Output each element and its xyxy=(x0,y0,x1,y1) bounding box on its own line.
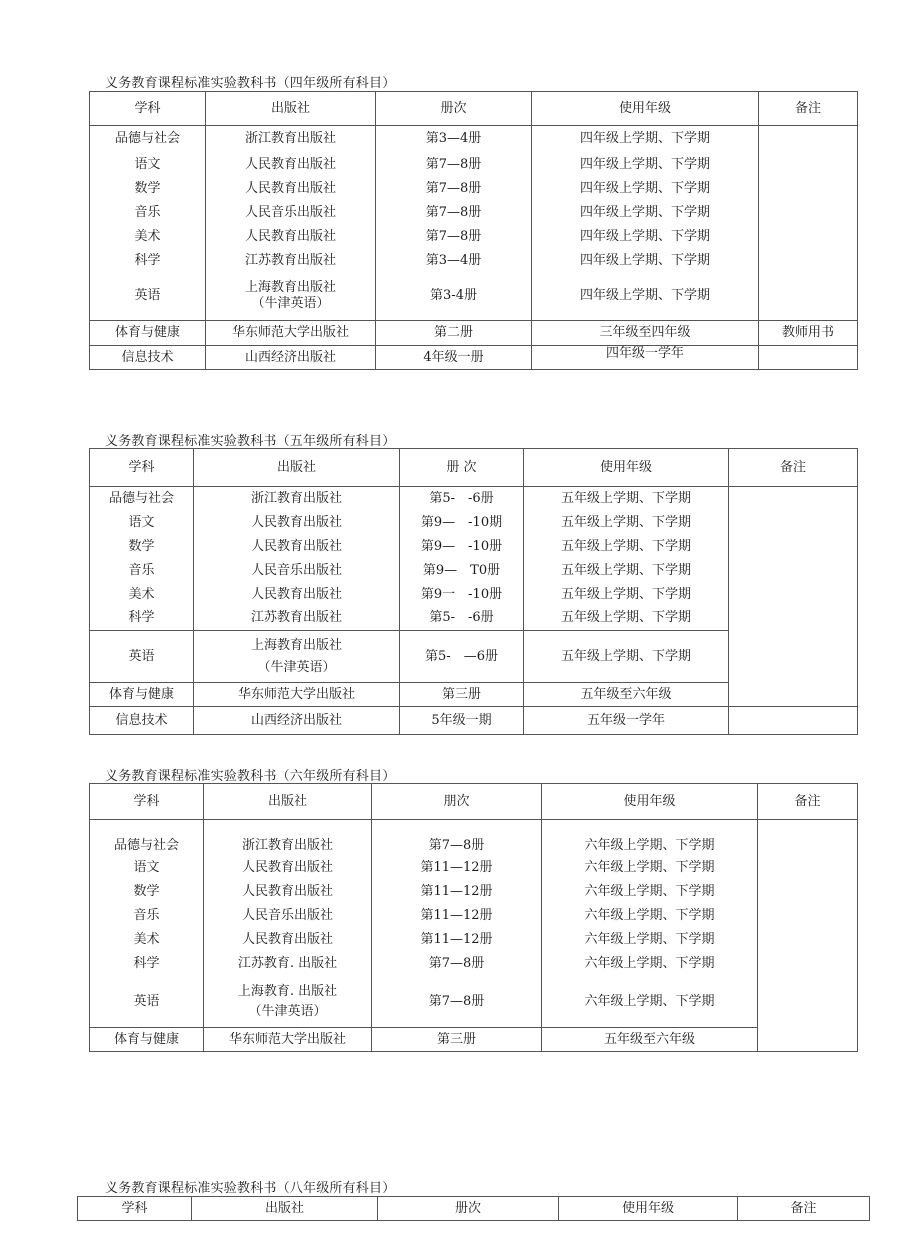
publisher-subline: （牛津英语） xyxy=(248,1003,327,1019)
cell-volume: 第7—8册 xyxy=(372,977,542,1028)
cell-subject: 数学 xyxy=(90,177,206,201)
textbook-table-grade4 xyxy=(89,91,858,370)
cell-subject: 品德与社会 xyxy=(90,487,194,511)
cell-grade: 六年级上学期、下学期 xyxy=(542,904,758,928)
cell-publisher: 人民教育出版社 xyxy=(206,177,376,201)
cell-publisher: 浙江教育出版社 xyxy=(204,820,372,856)
cell-grade: 四年级一学年 xyxy=(532,346,759,370)
textbook-table-grade8 xyxy=(77,1196,870,1221)
cell-volume: 第11—12册 xyxy=(372,880,542,904)
cell-grade: 四年级上学期、下学期 xyxy=(532,225,759,249)
publisher-line: 上海教育出版社 xyxy=(244,280,336,296)
cell-publisher: 江苏教育出版社 xyxy=(206,249,376,273)
cell-volume: 5年级一期 xyxy=(400,707,524,735)
table-header-row xyxy=(78,1197,870,1221)
textbook-table-grade6 xyxy=(89,783,858,1052)
table-row xyxy=(90,952,858,977)
cell-volume: 第11—12册 xyxy=(372,856,542,880)
cell-subject: 语文 xyxy=(90,511,194,535)
header-volume: 册次 xyxy=(378,1197,559,1221)
cell-subject: 语文 xyxy=(90,153,206,177)
cell-publisher: 人民教育出版社 xyxy=(194,583,400,607)
cell-subject: 科学 xyxy=(90,607,194,631)
table-caption-grade4: 义务教育课程标准实验教科书（四年级所有科目） xyxy=(105,76,396,91)
header-volume: 册次 xyxy=(376,92,532,126)
cell-grade: 五年级上学期、下学期 xyxy=(524,583,729,607)
table-row xyxy=(90,225,858,249)
cell-note-empty xyxy=(759,126,858,321)
cell-publisher: 华东师范大学出版社 xyxy=(204,1028,372,1052)
cell-volume: 第11—12册 xyxy=(372,904,542,928)
cell-grade: 六年级上学期、下学期 xyxy=(542,880,758,904)
cell-publisher: 人民音乐出版社 xyxy=(194,559,400,583)
cell-volume: 第9— -10册 xyxy=(400,535,524,559)
header-publisher: 出版社 xyxy=(204,784,372,820)
cell-publisher: 人民教育出版社 xyxy=(194,535,400,559)
cell-subject: 信息技术 xyxy=(90,346,206,370)
cell-publisher: 人民教育出版社 xyxy=(204,856,372,880)
cell-subject: 体育与健康 xyxy=(90,683,194,707)
cell-publisher xyxy=(194,631,400,683)
table-row xyxy=(90,880,858,904)
cell-publisher: 江苏教育. 出版社 xyxy=(204,952,372,977)
cell-grade: 六年级上学期、下学期 xyxy=(542,977,758,1028)
cell-volume: 第11—12册 xyxy=(372,928,542,952)
header-publisher: 出版社 xyxy=(206,92,376,126)
table-row xyxy=(90,201,858,225)
cell-volume: 第7—8册 xyxy=(376,153,532,177)
table-row xyxy=(90,820,858,856)
table-header-row xyxy=(90,449,858,487)
cell-grade: 六年级上学期、下学期 xyxy=(542,820,758,856)
table-row xyxy=(90,126,858,153)
header-note: 备注 xyxy=(729,449,858,487)
cell-volume: 第9一 -10册 xyxy=(400,583,524,607)
cell-publisher: 人民教育出版社 xyxy=(204,928,372,952)
cell-publisher: 浙江教育出版社 xyxy=(206,126,376,153)
header-subject: 学科 xyxy=(90,784,204,820)
cell-volume: 第二册 xyxy=(376,321,532,346)
cell-publisher: 人民教育出版社 xyxy=(204,880,372,904)
cell-subject: 品德与社会 xyxy=(90,126,206,153)
cell-volume: 第3—4册 xyxy=(376,249,532,273)
cell-volume: 第5- -6册 xyxy=(400,487,524,511)
cell-grade: 五年级上学期、下学期 xyxy=(524,487,729,511)
cell-grade: 五年级上学期、下学期 xyxy=(524,535,729,559)
publisher-subline: （牛津英语） xyxy=(251,296,330,312)
cell-grade: 四年级上学期、下学期 xyxy=(532,273,759,321)
header-volume: 册 次 xyxy=(400,449,524,487)
cell-subject: 音乐 xyxy=(90,904,204,928)
table-header-row xyxy=(90,92,858,126)
cell-publisher xyxy=(204,977,372,1028)
cell-subject: 美术 xyxy=(90,583,194,607)
cell-subject: 数学 xyxy=(90,880,204,904)
header-publisher: 出版社 xyxy=(194,449,400,487)
header-note: 备注 xyxy=(759,92,858,126)
cell-volume: 第三册 xyxy=(372,1028,542,1052)
cell-volume: 第9— -10期 xyxy=(400,511,524,535)
cell-volume: 第3—4册 xyxy=(376,126,532,153)
cell-publisher: 华东师范大学出版社 xyxy=(206,321,376,346)
cell-publisher: 华东师范大学出版社 xyxy=(194,683,400,707)
header-subject: 学科 xyxy=(90,92,206,126)
header-grade: 使用年级 xyxy=(524,449,729,487)
cell-subject: 品德与社会 xyxy=(90,820,204,856)
cell-grade: 四年级上学期、下学期 xyxy=(532,249,759,273)
publisher-subline: （牛津英语） xyxy=(257,659,336,675)
header-publisher: 出版社 xyxy=(192,1197,378,1221)
cell-grade: 五年级至六年级 xyxy=(542,1028,758,1052)
cell-grade: 四年级上学期、下学期 xyxy=(532,201,759,225)
cell-subject: 英语 xyxy=(90,273,206,321)
cell-subject: 语文 xyxy=(90,856,204,880)
cell-publisher: 人民音乐出版社 xyxy=(206,201,376,225)
cell-volume: 第7—8册 xyxy=(376,201,532,225)
table-row xyxy=(90,904,858,928)
cell-grade: 六年级上学期、下学期 xyxy=(542,856,758,880)
header-note: 备注 xyxy=(738,1197,870,1221)
cell-subject: 体育与健康 xyxy=(90,321,206,346)
table-row xyxy=(90,273,858,321)
table-row xyxy=(90,487,858,511)
cell-grade: 五年级上学期、下学期 xyxy=(524,511,729,535)
cell-publisher: 江苏教育出版社 xyxy=(194,607,400,631)
cell-subject: 科学 xyxy=(90,952,204,977)
header-grade: 使用年级 xyxy=(559,1197,738,1221)
cell-volume: 第3-4册 xyxy=(376,273,532,321)
cell-publisher: 人民音乐出版社 xyxy=(204,904,372,928)
cell-note-empty xyxy=(759,346,858,370)
table-row xyxy=(90,977,858,1028)
table-row xyxy=(90,346,858,370)
table-caption-grade5: 义务教育课程标准实验教科书（五年级所有科目） xyxy=(105,434,396,449)
cell-volume: 第9— T0册 xyxy=(400,559,524,583)
cell-volume: 第7—8册 xyxy=(376,225,532,249)
cell-grade: 五年级上学期、下学期 xyxy=(524,607,729,631)
cell-publisher: 山西经济出版社 xyxy=(194,707,400,735)
cell-volume: 第5- -6册 xyxy=(400,607,524,631)
cell-subject: 科学 xyxy=(90,249,206,273)
cell-subject: 英语 xyxy=(90,977,204,1028)
cell-note: 教师用书 xyxy=(759,321,858,346)
cell-grade: 六年级上学期、下学期 xyxy=(542,952,758,977)
textbook-table-grade5 xyxy=(89,448,858,735)
cell-publisher: 人民教育出版社 xyxy=(206,225,376,249)
cell-subject: 美术 xyxy=(90,225,206,249)
cell-subject: 英语 xyxy=(90,631,194,683)
cell-grade: 三年级至四年级 xyxy=(532,321,759,346)
cell-note-empty xyxy=(758,820,858,1052)
cell-grade: 五年级一学年 xyxy=(524,707,729,735)
cell-subject: 信息技术 xyxy=(90,707,194,735)
cell-publisher: 山西经济出版社 xyxy=(206,346,376,370)
header-subject: 学科 xyxy=(90,449,194,487)
header-grade: 使用年级 xyxy=(532,92,759,126)
cell-volume: 4年级一册 xyxy=(376,346,532,370)
publisher-line: 上海教育出版社 xyxy=(250,637,342,653)
cell-subject: 美术 xyxy=(90,928,204,952)
table-row xyxy=(90,177,858,201)
cell-subject: 音乐 xyxy=(90,201,206,225)
cell-grade: 五年级上学期、下学期 xyxy=(524,631,729,683)
header-grade: 使用年级 xyxy=(542,784,758,820)
table-row xyxy=(90,1028,858,1052)
cell-publisher: 人民教育出版社 xyxy=(194,511,400,535)
table-caption-grade6: 义务教育课程标准实验教科书（六年级所有科目） xyxy=(105,769,396,784)
cell-subject: 音乐 xyxy=(90,559,194,583)
cell-publisher xyxy=(206,273,376,321)
cell-volume: 第三册 xyxy=(400,683,524,707)
cell-note-empty xyxy=(729,707,858,735)
cell-subject: 体育与健康 xyxy=(90,1028,204,1052)
cell-grade: 四年级上学期、下学期 xyxy=(532,177,759,201)
cell-grade: 四年级上学期、下学期 xyxy=(532,126,759,153)
header-note: 备注 xyxy=(758,784,858,820)
cell-grade: 四年级上学期、下学期 xyxy=(532,153,759,177)
table-row xyxy=(90,856,858,880)
publisher-line: 上海教育. 出版社 xyxy=(237,983,338,999)
table-row xyxy=(90,153,858,177)
cell-publisher: 浙江教育出版社 xyxy=(194,487,400,511)
cell-volume: 第5- —6册 xyxy=(400,631,524,683)
table-caption-grade8: 义务教育课程标准实验教科书（八年级所有科目） xyxy=(105,1181,396,1196)
cell-subject: 数学 xyxy=(90,535,194,559)
table-row xyxy=(90,928,858,952)
table-row xyxy=(90,249,858,273)
cell-volume: 第7—8册 xyxy=(372,952,542,977)
header-subject: 学科 xyxy=(78,1197,192,1221)
cell-publisher: 人民教育出版社 xyxy=(206,153,376,177)
cell-grade: 五年级至六年级 xyxy=(524,683,729,707)
cell-volume: 第7—8册 xyxy=(372,820,542,856)
header-volume: 朋次 xyxy=(372,784,542,820)
table-row xyxy=(90,707,858,735)
table-header-row xyxy=(90,784,858,820)
cell-note-empty xyxy=(729,487,858,707)
cell-volume: 第7—8册 xyxy=(376,177,532,201)
table-row xyxy=(90,321,858,346)
cell-grade: 五年级上学期、下学期 xyxy=(524,559,729,583)
cell-grade: 六年级上学期、下学期 xyxy=(542,928,758,952)
